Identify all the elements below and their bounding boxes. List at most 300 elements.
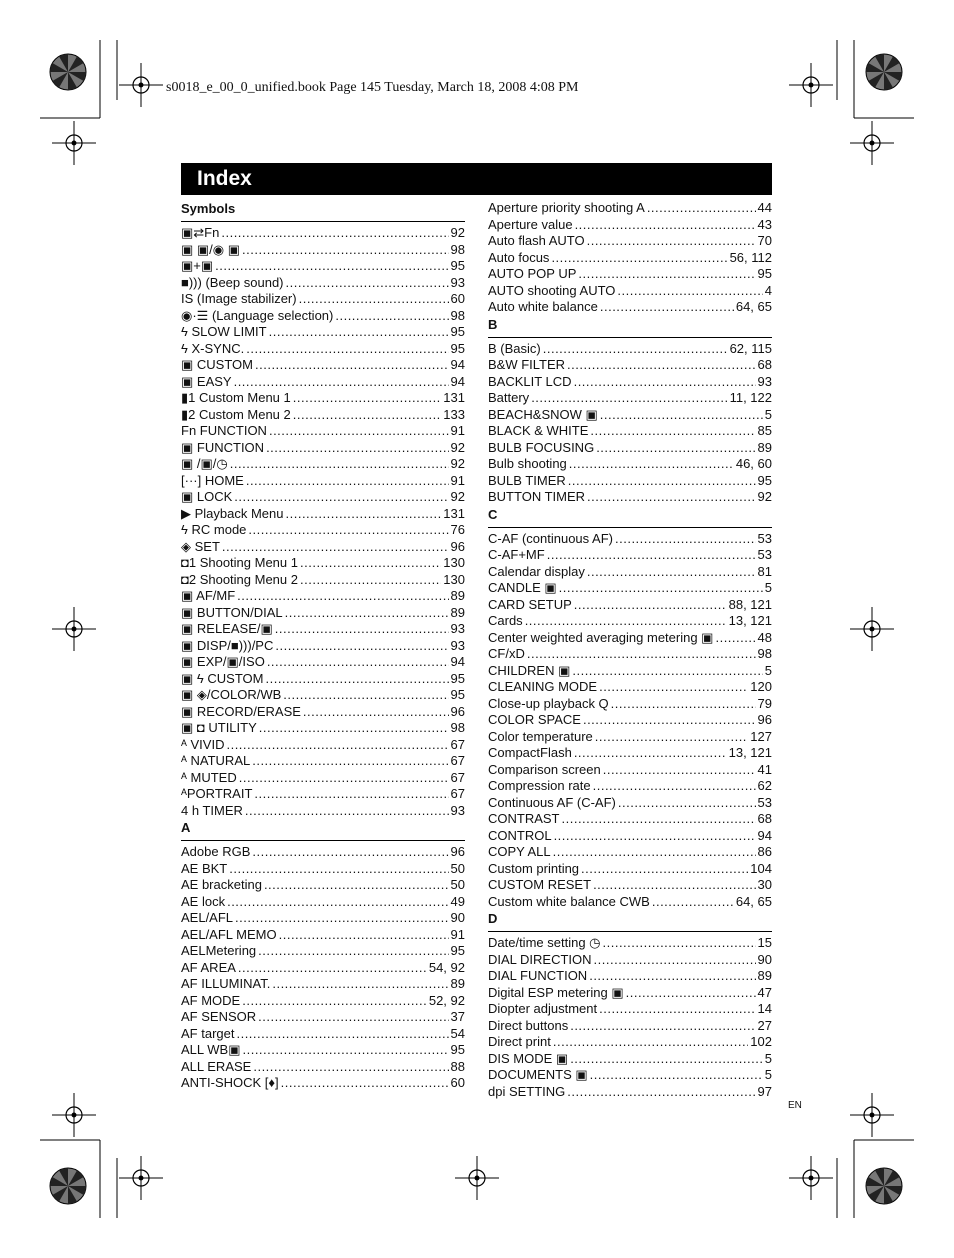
entry-page: 92 <box>450 456 465 471</box>
index-entry <box>488 217 772 234</box>
index-entry <box>488 1051 772 1068</box>
entry-term: ϟ RC mode <box>181 522 247 537</box>
entry-term: BLACK & WHITE <box>488 423 589 438</box>
entry-term: AF MODE <box>181 992 241 1008</box>
leader-dots <box>226 737 448 754</box>
leader-dots <box>568 473 756 490</box>
entry-page: 97 <box>757 1083 772 1099</box>
leader-dots <box>265 671 448 688</box>
index-entry <box>181 704 465 721</box>
entry-term: CANDLE ▣ <box>488 580 557 595</box>
entry-page: 89 <box>757 968 772 983</box>
index-entry <box>181 407 465 424</box>
index-entry <box>181 440 465 457</box>
leader-dots <box>652 894 734 911</box>
index-entry <box>488 828 772 845</box>
entry-term: AF AREA <box>181 959 236 975</box>
entry-page: 67 <box>450 753 465 768</box>
entry-page: 92 <box>450 225 465 240</box>
index-column-left <box>181 200 465 1092</box>
entry-term: AE BKT <box>181 860 228 876</box>
entry-term: ▣+▣ <box>181 258 214 273</box>
entry-term: CONTRAST <box>488 811 560 826</box>
entry-page: 5 <box>764 580 772 595</box>
entry-term: DOCUMENTS ▣ <box>488 1067 588 1082</box>
leader-dots <box>574 597 727 614</box>
leader-dots <box>275 638 448 655</box>
entry-page: 68 <box>757 811 772 826</box>
entry-page: 14 <box>757 1001 772 1016</box>
title-bar <box>181 163 772 195</box>
leader-dots <box>569 456 734 473</box>
entry-term: ▣ AF/MF <box>181 588 236 603</box>
index-entry <box>181 894 465 911</box>
entry-page: 5 <box>764 662 772 678</box>
index-entry <box>181 770 465 787</box>
entry-term: Cards <box>488 613 523 628</box>
index-entry <box>181 357 465 374</box>
leader-dots <box>286 275 449 292</box>
entry-page: 95 <box>757 472 772 488</box>
entry-page: 67 <box>450 786 465 801</box>
index-entry <box>488 200 772 217</box>
entry-page: 95 <box>450 670 465 686</box>
index-entry <box>181 1075 465 1092</box>
index-entry <box>181 993 465 1010</box>
entry-term: [···] HOME <box>181 472 244 488</box>
entry-page: 96 <box>450 538 465 554</box>
leader-dots <box>547 547 756 564</box>
index-entry <box>181 539 465 556</box>
leader-dots <box>578 266 755 283</box>
entry-page: 130 <box>443 571 465 587</box>
entry-page: 89 <box>450 588 465 603</box>
leader-dots <box>590 1067 763 1084</box>
entry-term: Aperture priority shooting A <box>488 200 645 215</box>
entry-term: ᴬPORTRAIT <box>181 786 253 801</box>
entry-term: AE lock <box>181 893 226 909</box>
leader-dots <box>227 894 448 911</box>
entry-term: ▣⇄Fn <box>181 225 220 240</box>
entry-term: ▣ /▣/◷ <box>181 456 228 471</box>
entry-page: 43 <box>757 216 772 232</box>
leader-dots <box>248 522 448 539</box>
leader-dots <box>300 555 441 572</box>
index-entry <box>181 308 465 325</box>
index-entry <box>488 844 772 861</box>
leader-dots <box>238 960 427 977</box>
leader-dots <box>259 720 449 737</box>
leader-dots <box>567 1084 755 1101</box>
leader-dots <box>335 308 448 325</box>
leader-dots <box>258 943 448 960</box>
leader-dots <box>553 1034 748 1051</box>
section-rule <box>181 840 465 841</box>
index-entry <box>488 679 772 696</box>
entry-term: ▣ FUNCTION <box>181 439 265 455</box>
leader-dots <box>269 423 449 440</box>
entry-term: Adobe RGB <box>181 844 251 859</box>
entry-term: BACKLIT LCD <box>488 373 572 389</box>
leader-dots <box>574 374 756 391</box>
entry-term: Custom printing <box>488 860 580 876</box>
entry-term: AEL/AFL <box>181 910 234 925</box>
entry-term: ▶ Playback Menu <box>181 505 284 521</box>
entry-page: 131 <box>443 505 465 521</box>
entry-term: AF target <box>181 1025 235 1041</box>
entry-term: ALL WB▣ <box>181 1042 241 1057</box>
index-entry <box>181 621 465 638</box>
entry-page: 41 <box>757 761 772 777</box>
index-entry <box>488 1067 772 1084</box>
entry-term: ᴬ MUTED <box>181 769 237 785</box>
index-entry <box>181 605 465 622</box>
index-entry <box>181 555 465 572</box>
index-entry <box>181 720 465 737</box>
entry-page: 92 <box>757 489 772 504</box>
index-entry <box>488 390 772 407</box>
index-entry <box>488 597 772 614</box>
entry-page: 13, 121 <box>728 745 772 760</box>
entry-term: Date/time setting ◷ <box>488 935 601 950</box>
entry-page: 93 <box>450 802 465 818</box>
page-title: Index <box>197 167 252 190</box>
leader-dots <box>242 1042 448 1059</box>
index-entry <box>488 266 772 283</box>
index-entry <box>181 423 465 440</box>
leader-dots <box>234 489 448 506</box>
entry-page: 91 <box>450 926 465 942</box>
index-entry <box>488 1034 772 1051</box>
leader-dots <box>583 712 756 729</box>
leader-dots <box>562 811 756 828</box>
entry-term: Bulb shooting <box>488 456 567 471</box>
index-entry <box>181 242 465 259</box>
index-entry <box>181 1026 465 1043</box>
entry-term: Comparison screen <box>488 761 601 777</box>
leader-dots <box>229 861 448 878</box>
leader-dots <box>252 844 448 861</box>
index-entry <box>488 547 772 564</box>
entry-page: 96 <box>450 703 465 719</box>
leader-dots <box>575 217 756 234</box>
entry-term: ᴬ NATURAL <box>181 753 251 768</box>
entry-page: 53 <box>757 547 772 562</box>
index-entry <box>488 1001 772 1018</box>
index-entry <box>181 753 465 770</box>
entry-page: 89 <box>450 976 465 991</box>
entry-term: COLOR SPACE <box>488 712 581 727</box>
leader-dots <box>235 910 449 927</box>
leader-dots <box>283 687 448 704</box>
entry-page: 5 <box>764 1067 772 1082</box>
leader-dots <box>647 200 756 217</box>
index-entry <box>488 1018 772 1035</box>
leader-dots <box>589 968 755 985</box>
entry-page: 94 <box>450 357 465 372</box>
leader-dots <box>293 390 442 407</box>
index-entry <box>488 811 772 828</box>
index-entry <box>488 712 772 729</box>
entry-page: 95 <box>450 1042 465 1057</box>
entry-page: 95 <box>450 943 465 958</box>
index-entry <box>488 778 772 795</box>
index-entry <box>488 795 772 812</box>
index-column-right <box>488 200 772 1100</box>
entry-page: 133 <box>443 406 465 422</box>
entry-term: ▣ ◈/COLOR/WB <box>181 687 282 702</box>
entry-page: 94 <box>450 654 465 669</box>
index-entry <box>488 250 772 267</box>
entry-page: 52, 92 <box>428 992 465 1008</box>
leader-dots <box>599 1001 755 1018</box>
entry-term: Direct print <box>488 1034 551 1049</box>
index-entry <box>181 489 465 506</box>
entry-term: ▣ CUSTOM <box>181 357 253 372</box>
leader-dots <box>587 564 756 581</box>
leader-dots <box>543 341 728 358</box>
entry-page: 62 <box>757 778 772 793</box>
entry-page: 89 <box>757 439 772 455</box>
leader-dots <box>230 456 449 473</box>
entry-page: 62, 115 <box>729 340 772 356</box>
section-rule <box>488 527 772 528</box>
entry-term: Auto flash AUTO <box>488 233 585 248</box>
entry-page: 4 <box>764 282 772 298</box>
leader-dots <box>572 663 762 680</box>
entry-page: 95 <box>450 324 465 339</box>
leader-dots <box>239 770 449 787</box>
index-entry <box>488 877 772 894</box>
entry-term: AEL/AFL MEMO <box>181 926 277 942</box>
leader-dots <box>246 341 448 358</box>
section-heading: D <box>488 911 498 926</box>
leader-dots <box>559 580 763 597</box>
leader-dots <box>570 1051 763 1068</box>
index-entry <box>181 1059 465 1076</box>
index-entry <box>488 423 772 440</box>
index-entry <box>488 696 772 713</box>
leader-dots <box>279 927 449 944</box>
entry-term: ALL ERASE <box>181 1058 252 1074</box>
entry-term: COPY ALL <box>488 844 551 859</box>
entry-page: 98 <box>450 307 465 323</box>
index-entry <box>181 390 465 407</box>
index-entry <box>488 745 772 762</box>
entry-term: BULB FOCUSING <box>488 439 595 455</box>
index-entry <box>181 473 465 490</box>
entry-page: 93 <box>450 637 465 653</box>
entry-page: 96 <box>450 844 465 859</box>
entry-term: Close-up playback Q <box>488 695 609 711</box>
entry-page: 91 <box>450 423 465 438</box>
leader-dots <box>587 233 756 250</box>
index-entry <box>488 407 772 424</box>
section-rule <box>488 931 772 932</box>
entry-page: 50 <box>450 860 465 876</box>
entry-term: CF/xD <box>488 646 525 661</box>
leader-dots <box>245 803 449 820</box>
entry-term: AUTO shooting AUTO <box>488 282 616 298</box>
index-entry <box>488 357 772 374</box>
entry-term: ▣ EXP/▣/ISO <box>181 654 265 669</box>
entry-page: 102 <box>750 1034 772 1049</box>
entry-term: C-AF (continuous AF) <box>488 530 613 546</box>
leader-dots <box>596 440 755 457</box>
entry-term: Diopter adjustment <box>488 1001 598 1016</box>
entry-term: Color temperature <box>488 728 593 744</box>
entry-term: ▣ RELEASE/▣ <box>181 621 273 636</box>
entry-page: 88, 121 <box>728 596 772 612</box>
entry-term: CONTROL <box>488 827 552 843</box>
index-entry <box>488 630 772 647</box>
entry-page: 95 <box>450 340 465 356</box>
entry-page: 53 <box>757 530 772 546</box>
entry-page: 95 <box>450 687 465 702</box>
index-entry <box>181 671 465 688</box>
entry-term: ▣ ▣/◉ ▣ <box>181 241 241 257</box>
entry-term: AUTO POP UP <box>488 266 577 281</box>
leader-dots <box>531 390 727 407</box>
entry-page: 96 <box>757 712 772 727</box>
entry-page: 95 <box>450 258 465 273</box>
leader-dots <box>272 976 448 993</box>
index-entry <box>488 985 772 1002</box>
entry-term: Auto focus <box>488 249 550 265</box>
entry-term: ▮1 Custom Menu 1 <box>181 390 291 405</box>
index-entry <box>488 341 772 358</box>
section-heading: C <box>488 506 498 522</box>
index-entry <box>488 861 772 878</box>
entry-term: CompactFlash <box>488 745 572 760</box>
entry-term: ▣ BUTTON/DIAL <box>181 604 283 620</box>
entry-term: AE bracketing <box>181 877 262 892</box>
leader-dots <box>593 877 755 894</box>
entry-term: CLEANING MODE <box>488 679 598 694</box>
entry-page: 44 <box>757 200 772 215</box>
leader-dots <box>551 250 727 267</box>
entry-page: 64, 65 <box>735 893 772 909</box>
leader-dots <box>242 242 449 259</box>
entry-term: ■))) (Beep sound) <box>181 274 284 290</box>
entry-page: 37 <box>450 1009 465 1024</box>
leader-dots <box>618 795 756 812</box>
leader-dots <box>615 531 756 548</box>
leader-dots <box>222 539 449 556</box>
leader-dots <box>258 1009 448 1026</box>
index-entry <box>181 456 465 473</box>
entry-page: 89 <box>450 604 465 620</box>
index-entry <box>181 291 465 308</box>
leader-dots <box>255 357 449 374</box>
leader-dots <box>286 506 442 523</box>
entry-term: ◈ SET <box>181 538 220 554</box>
leader-dots <box>293 407 442 424</box>
entry-term: ◘1 Shooting Menu 1 <box>181 555 298 570</box>
index-entry <box>181 225 465 242</box>
leader-dots <box>617 283 762 300</box>
entry-term: B&W FILTER <box>488 357 566 372</box>
entry-term: BEACH&SNOW ▣ <box>488 406 598 422</box>
entry-page: 86 <box>757 844 772 859</box>
entry-term: ANTI-SHOCK [♦] <box>181 1075 279 1090</box>
leader-dots <box>581 861 748 878</box>
index-entry <box>181 506 465 523</box>
index-entry <box>488 894 772 911</box>
index-entry <box>181 654 465 671</box>
entry-page: 98 <box>757 646 772 661</box>
entry-page: 94 <box>450 373 465 389</box>
leader-dots <box>281 1075 449 1092</box>
index-entry <box>488 580 772 597</box>
index-entry <box>181 341 465 358</box>
index-entry <box>181 258 465 275</box>
entry-term: ϟ SLOW LIMIT <box>181 324 267 339</box>
leader-dots <box>299 291 449 308</box>
entry-page: 67 <box>450 769 465 785</box>
leader-dots <box>574 745 727 762</box>
section-heading: B <box>488 316 498 332</box>
section-heading: Symbols <box>181 201 236 216</box>
index-entry <box>488 283 772 300</box>
index-entry <box>488 564 772 581</box>
entry-term: Digital ESP metering ▣ <box>488 984 624 1000</box>
index-entry <box>488 762 772 779</box>
entry-page: 76 <box>450 522 465 537</box>
leader-dots <box>253 1059 448 1076</box>
leader-dots <box>554 828 756 845</box>
entry-term: ϟ X-SYNC. <box>181 340 245 356</box>
entry-term: B (Basic) <box>488 340 541 356</box>
entry-page: 88 <box>450 1058 465 1074</box>
index-entry <box>488 531 772 548</box>
index-entry <box>488 299 772 316</box>
entry-term: ᴬ VIVID <box>181 736 225 752</box>
leader-dots <box>611 696 756 713</box>
entry-page: 56, 112 <box>729 249 772 265</box>
leader-dots <box>600 407 763 424</box>
entry-term: 4 h TIMER <box>181 802 243 818</box>
leader-dots <box>715 630 755 647</box>
index-entry <box>181 861 465 878</box>
entry-term: ▣ LOCK <box>181 489 233 504</box>
entry-term: Battery <box>488 390 530 405</box>
section-rule <box>181 221 465 222</box>
index-entry <box>181 786 465 803</box>
entry-term: ▣ EASY <box>181 373 232 389</box>
leader-dots <box>300 572 441 589</box>
leader-dots <box>595 729 749 746</box>
entry-term: C-AF+MF <box>488 547 545 562</box>
entry-page: 5 <box>764 406 772 422</box>
leader-dots <box>285 605 449 622</box>
index-entry <box>181 877 465 894</box>
entry-term: Calendar display <box>488 563 585 579</box>
entry-term: AF SENSOR <box>181 1009 257 1024</box>
entry-page: 70 <box>757 233 772 248</box>
leader-dots <box>254 786 448 803</box>
leader-dots <box>567 357 755 374</box>
entry-page: 90 <box>450 910 465 925</box>
entry-page: 130 <box>443 555 465 570</box>
page-slug: s0018_e_00_0_unified.book Page 145 Tuesday, March 18, 2008 4:08 PM <box>166 80 579 95</box>
index-entry <box>488 968 772 985</box>
entry-page: 50 <box>450 877 465 892</box>
entry-page: 120 <box>750 679 772 694</box>
leader-dots <box>269 324 449 341</box>
entry-page: 67 <box>450 736 465 752</box>
leader-dots <box>553 844 756 861</box>
